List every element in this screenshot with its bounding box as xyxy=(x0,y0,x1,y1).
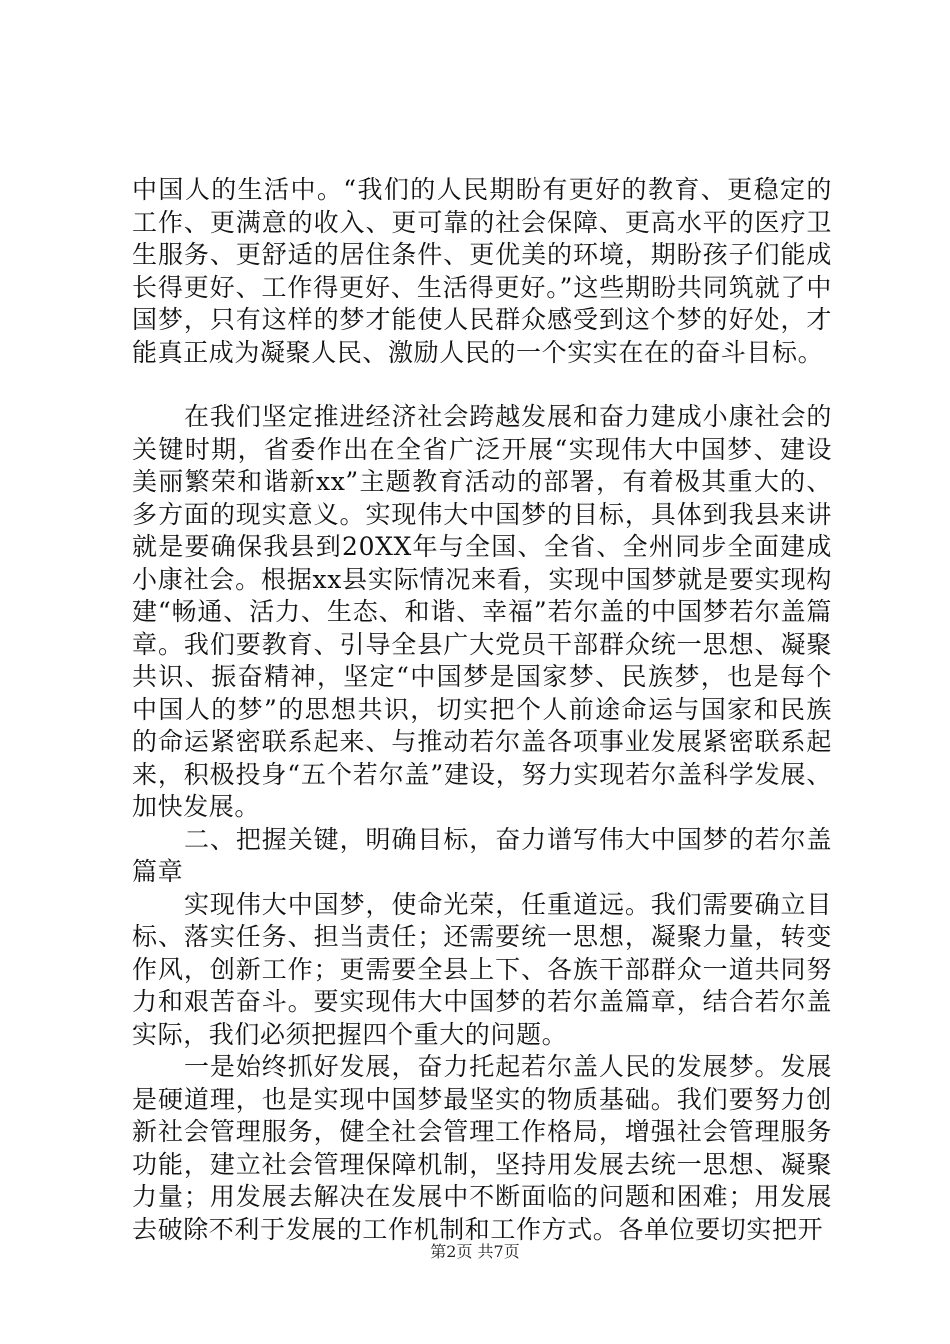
section-heading: 二、把握关键，明确目标，奋力谱写伟大中国梦的若尔盖篇章 xyxy=(132,824,832,886)
paragraph-development: 一是始终抓好发展，奋力托起若尔盖人民的发展梦。发展是硬道理，也是实现中国梦最坚实的物质基础。我们要努力创新社会管理服务，健全社会管理工作格局，增强社会管理服务功能，建立社会管理保障机制，坚持用发展去统一思想、凝聚力量；用发展去解决在发展中不断面临的问题和困难；用发展去破除不利于发展的工作机制和工作方式。各单位要切实把开 xyxy=(132,1052,832,1244)
paragraph-key-period: 在我们坚定推进经济社会跨越发展和奋力建成小康社会的关键时期，省委作出在全省广泛开展“实现伟大中国梦、建设美丽繁荣和谐新xx”主题教育活动的部署，有着极其重大的、多方面的现实意义。实现伟大中国梦的目标，具体到我县来讲就是要确保我县到20XX年与全国、全省、全州同步全面建成小康社会。根据xx县实际情况来看，实现中国梦就是要实现构建“畅通、活力、生态、和谐、幸福”若尔盖的中国梦若尔盖篇章。我们要教育、引导全县广大党员干部群众统一思想、凝聚共识、振奋精神，坚定“中国梦是国家梦、民族梦，也是每个中国人的梦”的思想共识，切实把个人前途命运与国家和民族的命运紧密联系起来、与推动若尔盖各项事业发展紧密联系起来，积极投身“五个若尔盖”建设，努力实现若尔盖科学发展、加快发展。 xyxy=(132,402,832,821)
paragraph-mission: 实现伟大中国梦，使命光荣，任重道远。我们需要确立目标、落实任务、担当责任；还需要统一思想，凝聚力量，转变作风，创新工作；更需要全县上下、各族干部群众一道共同努力和艰苦奋斗。要实现伟大中国梦的若尔盖篇章，结合若尔盖实际，我们必须把握四个重大的问题。 xyxy=(132,889,832,1049)
page-footer: 第2页 共7页 xyxy=(430,1242,520,1261)
document-body xyxy=(132,174,832,1246)
paragraph-continuation: 中国人的生活中。“我们的人民期盼有更好的教育、更稳定的工作、更满意的收入、更可靠的社会保障、更高水平的医疗卫生服务、更舒适的居住条件、更优美的环境，期盼孩子们能成长得更好、工作得更好、生活得更好。”这些期盼共同筑就了中国梦，只有这样的梦才能使人民群众感受到这个梦的好处，才能真正成为凝聚人民、激励人民的一个实实在在的奋斗目标。 xyxy=(132,175,832,367)
